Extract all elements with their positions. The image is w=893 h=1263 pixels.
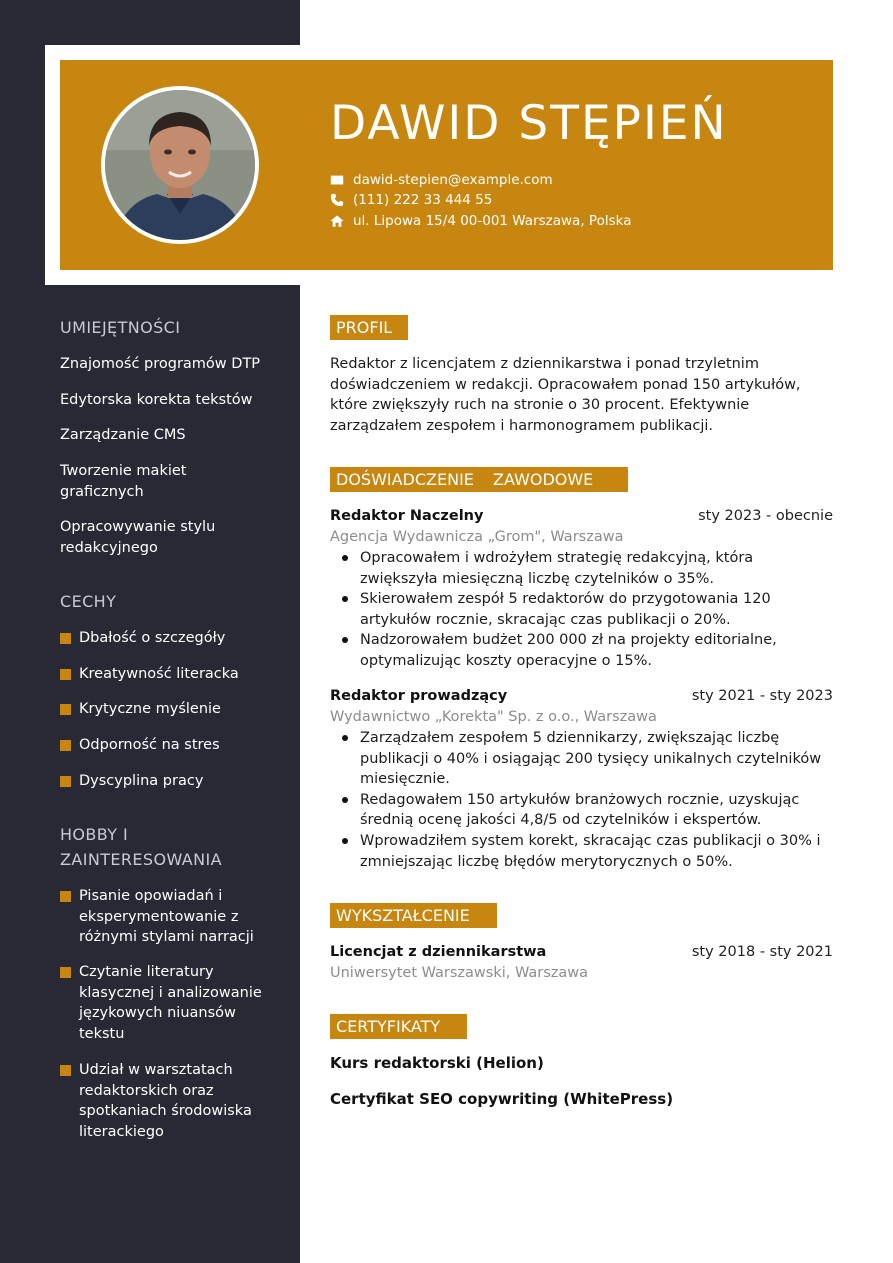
- skill-item: Znajomość programów DTP: [60, 356, 261, 372]
- square-bullet-icon: [60, 1065, 71, 1076]
- square-bullet-icon: [60, 967, 71, 978]
- bullet-dot-icon: [342, 555, 348, 561]
- bullet-dot-icon: [342, 838, 348, 844]
- education-dates: sty 2018 - sty 2021: [691, 944, 833, 960]
- skills-heading: UMIEJĘTNOŚCI: [60, 318, 181, 337]
- certificate-item: Kurs redaktorski (Helion): [330, 1054, 544, 1072]
- certificate-item: Certyfikat SEO copywriting (WhitePress): [330, 1090, 674, 1108]
- bullet-dot-icon: [342, 735, 348, 741]
- traits-heading: CECHY: [60, 592, 117, 611]
- phone-icon: [330, 193, 345, 207]
- profile-photo: [101, 86, 259, 244]
- education-heading: WYKSZTAŁCENIE: [330, 903, 497, 928]
- job-title: Redaktor Naczelny: [330, 508, 484, 524]
- email-text[interactable]: dawid-stepien@example.com: [353, 172, 553, 188]
- hobby-heading: HOBBY I ZAINTERESOWANIA: [60, 825, 222, 869]
- list-item: Wprowadziłem system korekt, skracając czas publikacji o 30% i zmniejszając liczbę błędów merytorycznych o 50%.: [330, 831, 833, 872]
- skill-item: Opracowywanie stylu redakcyjnego: [60, 519, 216, 556]
- contact-address: [330, 211, 631, 231]
- experience-heading: DOŚWIADCZENIE ZAWODOWE: [330, 467, 628, 492]
- trait-item: Dbałość o szczegóły: [60, 628, 280, 649]
- bullet-dot-icon: [342, 596, 348, 602]
- skill-item: Tworzenie makiet graficznych: [60, 463, 187, 500]
- job-title: Redaktor prowadzący: [330, 688, 508, 704]
- job-company: Wydawnictwo „Korekta" Sp. z o.o., Warszawa: [330, 709, 657, 725]
- job-bullet-list: [330, 728, 833, 872]
- list-item: Opracowałem i wdrożyłem strategię redakcyjną, która zwiększyła miesięczną liczbę czytelników o 35%.: [330, 548, 833, 589]
- hobby-item: Udział w warsztatach redaktorskich oraz spotkaniach środowiska literackiego: [60, 1060, 280, 1142]
- skill-item: Edytorska korekta tekstów: [60, 392, 253, 408]
- list-item: Skierowałem zespół 5 redaktorów do przygotowania 120 artykułów rocznie, skracając czas publikacji o 20%.: [330, 589, 833, 630]
- skill-item: Zarządzanie CMS: [60, 427, 186, 443]
- bullet-dot-icon: [342, 637, 348, 643]
- square-bullet-icon: [60, 776, 71, 787]
- hobby-item: Czytanie literatury klasycznej i analizowanie językowych niuansów tekstu: [60, 962, 280, 1044]
- job-dates: sty 2021 - sty 2023: [691, 688, 833, 704]
- degree-title: Licencjat z dziennikarstwa: [330, 944, 547, 960]
- square-bullet-icon: [60, 740, 71, 751]
- job-dates: sty 2023 - obecnie: [698, 508, 833, 524]
- bullet-dot-icon: [342, 797, 348, 803]
- trait-item: Kreatywność literacka: [60, 664, 280, 685]
- square-bullet-icon: [60, 891, 71, 902]
- hobby-item: Pisanie opowiadań i eksperymentowanie z różnymi stylami narracji: [60, 886, 280, 948]
- phone-text[interactable]: (111) 222 33 444 55: [353, 192, 493, 208]
- certificates-heading: CERTYFIKATY: [330, 1014, 467, 1039]
- profile-text: Redaktor z licencjatem z dziennikarstwa i ponad trzyletnim doświadczeniem w redakcji. Opracowałem ponad 150 artykułów, które zwiększyły ruch na stronie o 30 procent. Efektywnie zarządzałem zespołem i harmonogramem publikacji.: [330, 356, 801, 434]
- candidate-name: DAWID STĘPIEŃ: [330, 96, 728, 151]
- job-bullet-list: [330, 548, 833, 672]
- address-text: ul. Lipowa 15/4 00-001 Warszawa, Polska: [353, 213, 632, 229]
- envelope-icon: [330, 173, 345, 187]
- trait-item: Odporność na stres: [60, 735, 280, 756]
- list-item: Nadzorowałem budżet 200 000 zł na projekty editorialne, optymalizując koszty operacyjne o 15%.: [330, 630, 833, 671]
- contact-email: [330, 170, 553, 190]
- trait-item: Dyscyplina pracy: [60, 771, 280, 792]
- profile-heading: PROFIL: [330, 315, 408, 340]
- trait-item: Krytyczne myślenie: [60, 699, 280, 720]
- list-item: Zarządzałem zespołem 5 dziennikarzy, zwiększając liczbę publikacji o 40% i osiągając 200 tysięcy unikalnych czytelników miesięcznie.: [330, 728, 833, 790]
- square-bullet-icon: [60, 669, 71, 680]
- square-bullet-icon: [60, 704, 71, 715]
- list-item: Redagowałem 150 artykułów branżowych rocznie, uzyskując średnią ocenę jakości 4,8/5 od czytelników i ekspertów.: [330, 790, 833, 831]
- contact-phone: [330, 190, 492, 210]
- school-name: Uniwersytet Warszawski, Warszawa: [330, 965, 589, 981]
- home-icon: [330, 214, 345, 228]
- square-bullet-icon: [60, 633, 71, 644]
- job-company: Agencja Wydawnicza „Grom", Warszawa: [330, 529, 624, 545]
